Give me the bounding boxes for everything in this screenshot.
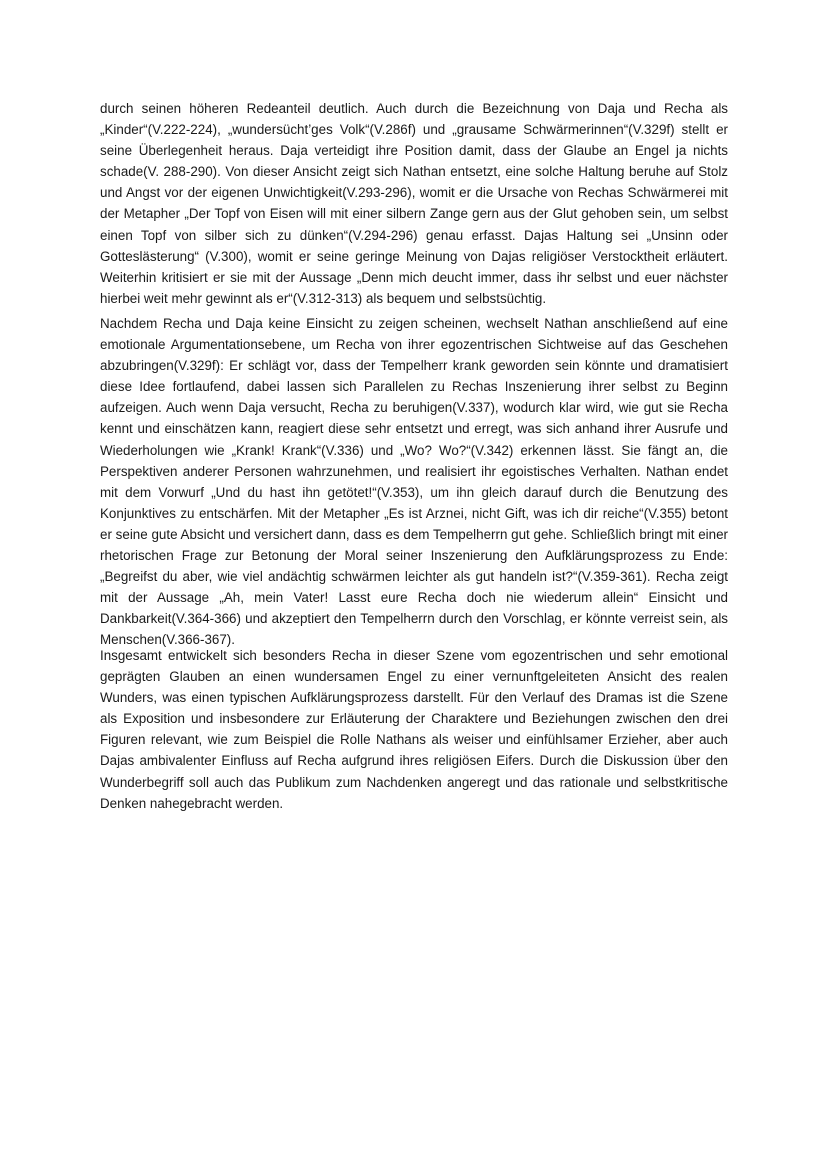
paragraph-1: durch seinen höheren Redeanteil deutlich. Auch durch die Bezeichnung von Daja und Recha als „Kinder“(V.222-224), „wundersücht’ges Volk“(V.286f) und „grausame Schwärmerinnen“(V.329f) stellt er seine Überlegenheit heraus. Daja verteidigt ihre Position damit, dass der Glaube an Engel ja nichts schade(V. 288-290). Von dieser Ansicht zeigt sich Nathan entsetzt, eine solche Haltung beruhe auf Stolz und Angst vor der eigenen Unwichtigkeit(V.293-296), womit er die Ursache von Rechas Schwärmerei mit der Metapher „Der Topf von Eisen will mit einer silbern Zange gern aus der Glut gehoben sein, um selbst einen Topf von silber sich zu dünken“(V.294-296) genau erfasst. Dajas Haltung sei „Unsinn oder Gotteslästerung“ (V.300), womit er seine geringe Meinung von Dajas religiöser Verstocktheit erläutert. Weiterhin kritisiert er sie mit der Aussage „Denn mich deucht immer, dass ihr selbst und euer nächster hierbei weit mehr gewinnt als er“(V.312-313) als bequem und selbstsüchtig. [100,101,728,306]
paragraph-3: Insgesamt entwickelt sich besonders Recha in dieser Szene vom egozentrischen und sehr emotional geprägten Glauben an einen wundersamen Engel zu einer vernunftgeleiteten Ansicht des realen Wunders, was einen typischen Aufklärungsprozess darstellt. Für den Verlauf des Dramas ist die Szene als Exposition und insbesondere zur Erläuterung der Charaktere und Beziehungen zwischen den drei Figuren relevant, wie zum Beispiel die Rolle Nathans als weiser und einfühlsamer Erzieher, aber auch Dajas ambivalenter Einfluss auf Recha aufgrund ihres religiösen Eifers. Durch die Diskussion über den Wunderbegriff soll auch das Publikum zum Nachdenken angeregt und das rationale und selbstkritische Denken nahegebracht werden. [100,648,728,811]
paragraph-2: Nachdem Recha und Daja keine Einsicht zu zeigen scheinen, wechselt Nathan anschließend auf eine emotionale Argumentationsebene, um Recha von ihrer egozentrischen Sichtweise auf das Geschehen abzubringen(V.329f): Er schlägt vor, dass der Tempelherr krank geworden sein könnte und dramatisiert diese Idee fortlaufend, dabei lassen sich Parallelen zu Rechas Inszenierung ihrer selbst zu Beginn aufzeigen. Auch wenn Daja versucht, Recha zu beruhigen(V.337), wodurch klar wird, wie gut sie Recha kennt und einschätzen kann, reagiert diese sehr entsetzt und erregt, was sich anhand ihrer Ausrufe und Wiederholungen wie „Krank! Krank“(V.336) und „Wo? Wo?“(V.342) erkennen lässt. Sie fängt an, die Perspektiven anderer Personen wahrzunehmen, und realisiert ihr egoistisches Verhalten. Nathan endet mit dem Vorwurf „Und du hast ihn getötet!“(V.353), um ihn gleich darauf durch die Benutzung des Konjunktives zu entschärfen. Mit der Metapher „Es ist Arznei, nicht Gift, was ich dir reiche“(V.355) betont er seine gute Absicht und versichert dann, dass es dem Tempelherrn gut gehe. Schließlich bringt mit einer rhetorischen Frage zur Betonung der Moral seiner Inszenierung den Aufklärungsprozess zu Ende: „Begreifst du aber, wie viel andächtig schwärmen leichter als gut handeln ist?“(V.359-361). Recha zeigt mit der Aussage „Ah, mein Vater! Lasst eure Recha doch nie wiederum allein“ Einsicht und Dankbarkeit(V.364-366) und akzeptiert den Tempelherrn durch den Vorschlag, er könnte verreist sein, als Menschen(V.366-367). [100,316,728,648]
